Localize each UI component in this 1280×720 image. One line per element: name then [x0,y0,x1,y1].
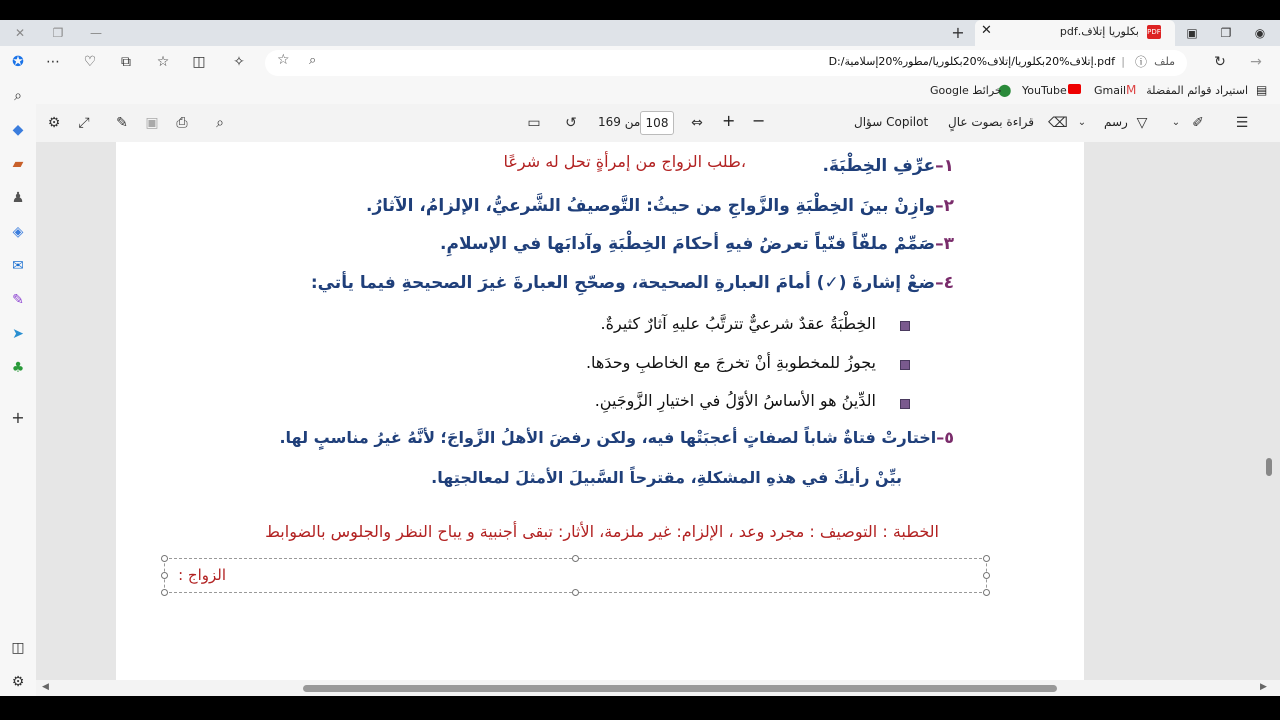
pdf-icon: PDF [1147,25,1161,39]
hide-sidebar-icon[interactable]: ◫ [11,640,25,656]
tree-icon[interactable]: ♣ [11,360,25,376]
highlight-icon[interactable]: ✐ [1192,115,1204,131]
read-aloud-button[interactable]: قراءة بصوت عالٍ [948,115,1035,129]
horizontal-scrollbar-thumb[interactable] [303,685,1057,692]
games-icon[interactable]: ♟ [11,190,25,206]
save-icon[interactable]: ▣ [145,115,159,131]
save-as-icon[interactable]: ✎ [116,115,128,131]
question-1-number: ١– [935,156,954,176]
address-url: D:/إتلاف%20بكلوريا/إتلاف%20بكلوريا/مطور%20إسلامية.pdf [828,55,1115,68]
close-window-icon[interactable]: ✕ [14,26,26,40]
favorite-gmail[interactable]: Gmail [1094,84,1127,97]
draw-dropdown-icon[interactable]: ⌄ [1077,117,1087,128]
scroll-left-icon[interactable]: ◀ [42,682,49,692]
find-icon[interactable]: ⌕ [216,115,224,131]
rotate-icon[interactable]: ↺ [565,115,577,131]
pdf-viewer [36,142,1280,680]
back-icon[interactable]: → [1250,54,1262,70]
youtube-icon [1068,84,1081,94]
question-2-text: وازِنْ بينَ الخِطْبَةِ والزَّواجِ من حيثُ: التَّوصيفُ الشَّرعيُّ، الإلزامُ، الآثارُ. [365,196,936,216]
textbox-text[interactable]: الزواج : [178,566,226,584]
question-1-text: عرِّفِ الخِطْبَةَ. [822,156,936,176]
more-options-icon[interactable]: ⋯ [46,54,60,70]
erase-icon[interactable]: ⌫ [1048,115,1068,131]
question-4-number: ٤– [935,273,954,293]
resize-handle[interactable] [161,555,168,562]
tab-actions-icon[interactable]: ▣ [1186,26,1198,40]
split-screen-icon[interactable]: ◫ [192,54,206,70]
draw-button[interactable]: رسم [1104,115,1128,129]
favorites-folder-icon: ▤ [1256,83,1268,97]
search-icon[interactable]: ⌕ [14,88,22,104]
tab-title: بكلوريا إتلاف.pdf [1059,25,1139,38]
close-tab-icon[interactable]: ✕ [981,23,992,38]
pdf-settings-icon[interactable]: ⚙ [47,115,61,131]
resize-handle[interactable] [983,555,990,562]
question-5-number: ٥– [936,428,954,447]
new-tab-icon[interactable]: + [951,23,965,42]
bottom-letterbox [0,696,1280,720]
question-3 [440,234,954,254]
resize-handle[interactable] [161,589,168,596]
answer-2: الخطبة : التوصيف : مجرد وعد ، الإلزام: غير ملزمة، الأثار: تبقى أجنبية و يباح النظر والجلوس بالضوابط [265,522,939,541]
resize-handle[interactable] [572,589,579,596]
highlight-dropdown-icon[interactable]: ⌄ [1171,117,1181,128]
bullet-icon [900,321,910,331]
office-icon[interactable]: ◈ [12,224,24,240]
favorites-import[interactable]: استيراد قوائم المفضلة [1146,84,1248,97]
question-5 [279,428,954,447]
favorites-icon[interactable]: ☆ [156,54,170,70]
gmail-icon: M [1126,83,1137,97]
q4-item-1: الخِطْبَةُ عقدٌ شرعيٌّ تترتَّبُ عليهِ آثارٌ كثيرةٌ. [600,314,876,333]
edge-sidebar [0,78,36,708]
question-2-number: ٢– [935,196,954,216]
resize-handle[interactable] [572,555,579,562]
favorite-maps[interactable]: خرائط Google [930,84,1002,97]
bullet-icon [900,360,910,370]
pdf-page [116,142,1084,680]
scroll-right-icon[interactable]: ▶ [1260,682,1267,692]
zoom-out-button[interactable]: − [752,111,766,130]
browser-essentials-icon[interactable]: ♡ [83,54,97,70]
refresh-icon[interactable]: ↻ [1214,54,1226,70]
info-icon[interactable]: ⓘ [1134,55,1147,69]
vertical-scrollbar-thumb[interactable] [1266,458,1272,476]
designer-icon[interactable]: ✎ [12,292,24,308]
address-separator: | [1121,55,1125,68]
resize-handle[interactable] [161,572,168,579]
page-view-icon[interactable]: ▭ [527,115,541,131]
pdf-toolbar [36,104,1280,142]
question-3-text: صَمِّمْ ملفّاً فنّياً تعرضُ فيهِ أحكامَ الخِطْبَةِ وآدابَها في الإسلامِ. [440,234,936,254]
favorite-star-icon[interactable]: ☆ [277,52,290,68]
address-bar-row [0,46,1280,78]
favorite-youtube[interactable]: YouTube [1022,84,1067,97]
resize-handle[interactable] [983,572,990,579]
profile-icon[interactable]: ◉ [1254,26,1266,40]
page-number-input[interactable]: 108 [640,111,674,135]
draw-icon[interactable]: ▽ [1136,115,1148,131]
q4-item-2: يجوزُ للمخطوبةِ أنْ تخرجَ مع الخاطبِ وحدَها. [585,353,876,372]
zoom-in-button[interactable]: + [722,111,736,130]
shopping-icon[interactable]: ◆ [12,122,24,138]
sidebar-settings-icon[interactable]: ⚙ [11,674,25,690]
minimize-window-icon[interactable]: — [90,26,102,40]
resize-handle[interactable] [983,589,990,596]
extensions-icon[interactable]: ✧ [233,54,245,70]
answer-1: ،طلب الزواج من إمرأةٍ تحل له شرعًا [503,152,746,171]
fullscreen-icon[interactable]: ⤢ [78,115,90,131]
zoom-icon[interactable]: ⌕ [309,53,317,68]
fit-page-icon[interactable]: ⇔ [691,115,703,131]
question-2 [366,196,954,216]
bullet-icon [900,399,910,409]
tab-active[interactable] [975,20,1175,46]
q4-item-3: الدِّينُ هو الأساسُ الأوّلُ في اختيارِ الزَّوجَينِ. [594,391,876,410]
restore-window-icon[interactable]: ❐ [52,26,64,40]
question-3-number: ٣– [935,234,954,254]
add-sidebar-app-icon[interactable]: + [11,408,25,427]
address-bar[interactable] [265,50,1187,76]
address-prefix: ملف [1154,55,1175,68]
contents-icon[interactable]: ☰ [1235,115,1249,131]
maps-pin-icon: ⬤ [998,83,1012,97]
favorites-bar [0,78,1280,104]
horizontal-scrollbar[interactable] [36,680,1280,696]
tools-icon[interactable]: ▰ [12,156,24,172]
page-total: من 169 [598,115,641,129]
send-icon[interactable]: ➤ [12,326,24,342]
copilot-icon[interactable]: ✪ [12,54,24,70]
print-icon[interactable]: ⎙ [176,115,188,131]
collections-icon[interactable]: ⧉ [121,54,131,70]
outlook-icon[interactable]: ✉ [12,258,24,274]
annotation-textbox[interactable] [164,558,987,593]
ask-copilot-button[interactable]: سؤال Copilot [854,115,929,129]
question-1 [823,156,954,176]
workspaces-icon[interactable]: ❐ [1220,26,1232,40]
question-5-text: اختارتْ فتاةٌ شاباً لصفاتٍ أعجبَتْها فيه، ولكن رفضَ الأهلُ الزَّواجَ؛ لأنَّهُ غيرُ مناسبٍ لها. [279,428,937,447]
question-5-line-2: بيِّنْ رأيكَ في هذهِ المشكلةِ، مقترحاً السَّبيلَ الأمثلَ لمعالجتِها. [431,468,902,487]
tab-bar [0,20,1280,46]
question-4 [311,273,954,293]
question-4-text: ضعْ إشارةَ (✓) أمامَ العبارةِ الصحيحة، وصحّحِ العبارةَ غيرَ الصحيحةِ فيما يأتي: [310,273,936,293]
